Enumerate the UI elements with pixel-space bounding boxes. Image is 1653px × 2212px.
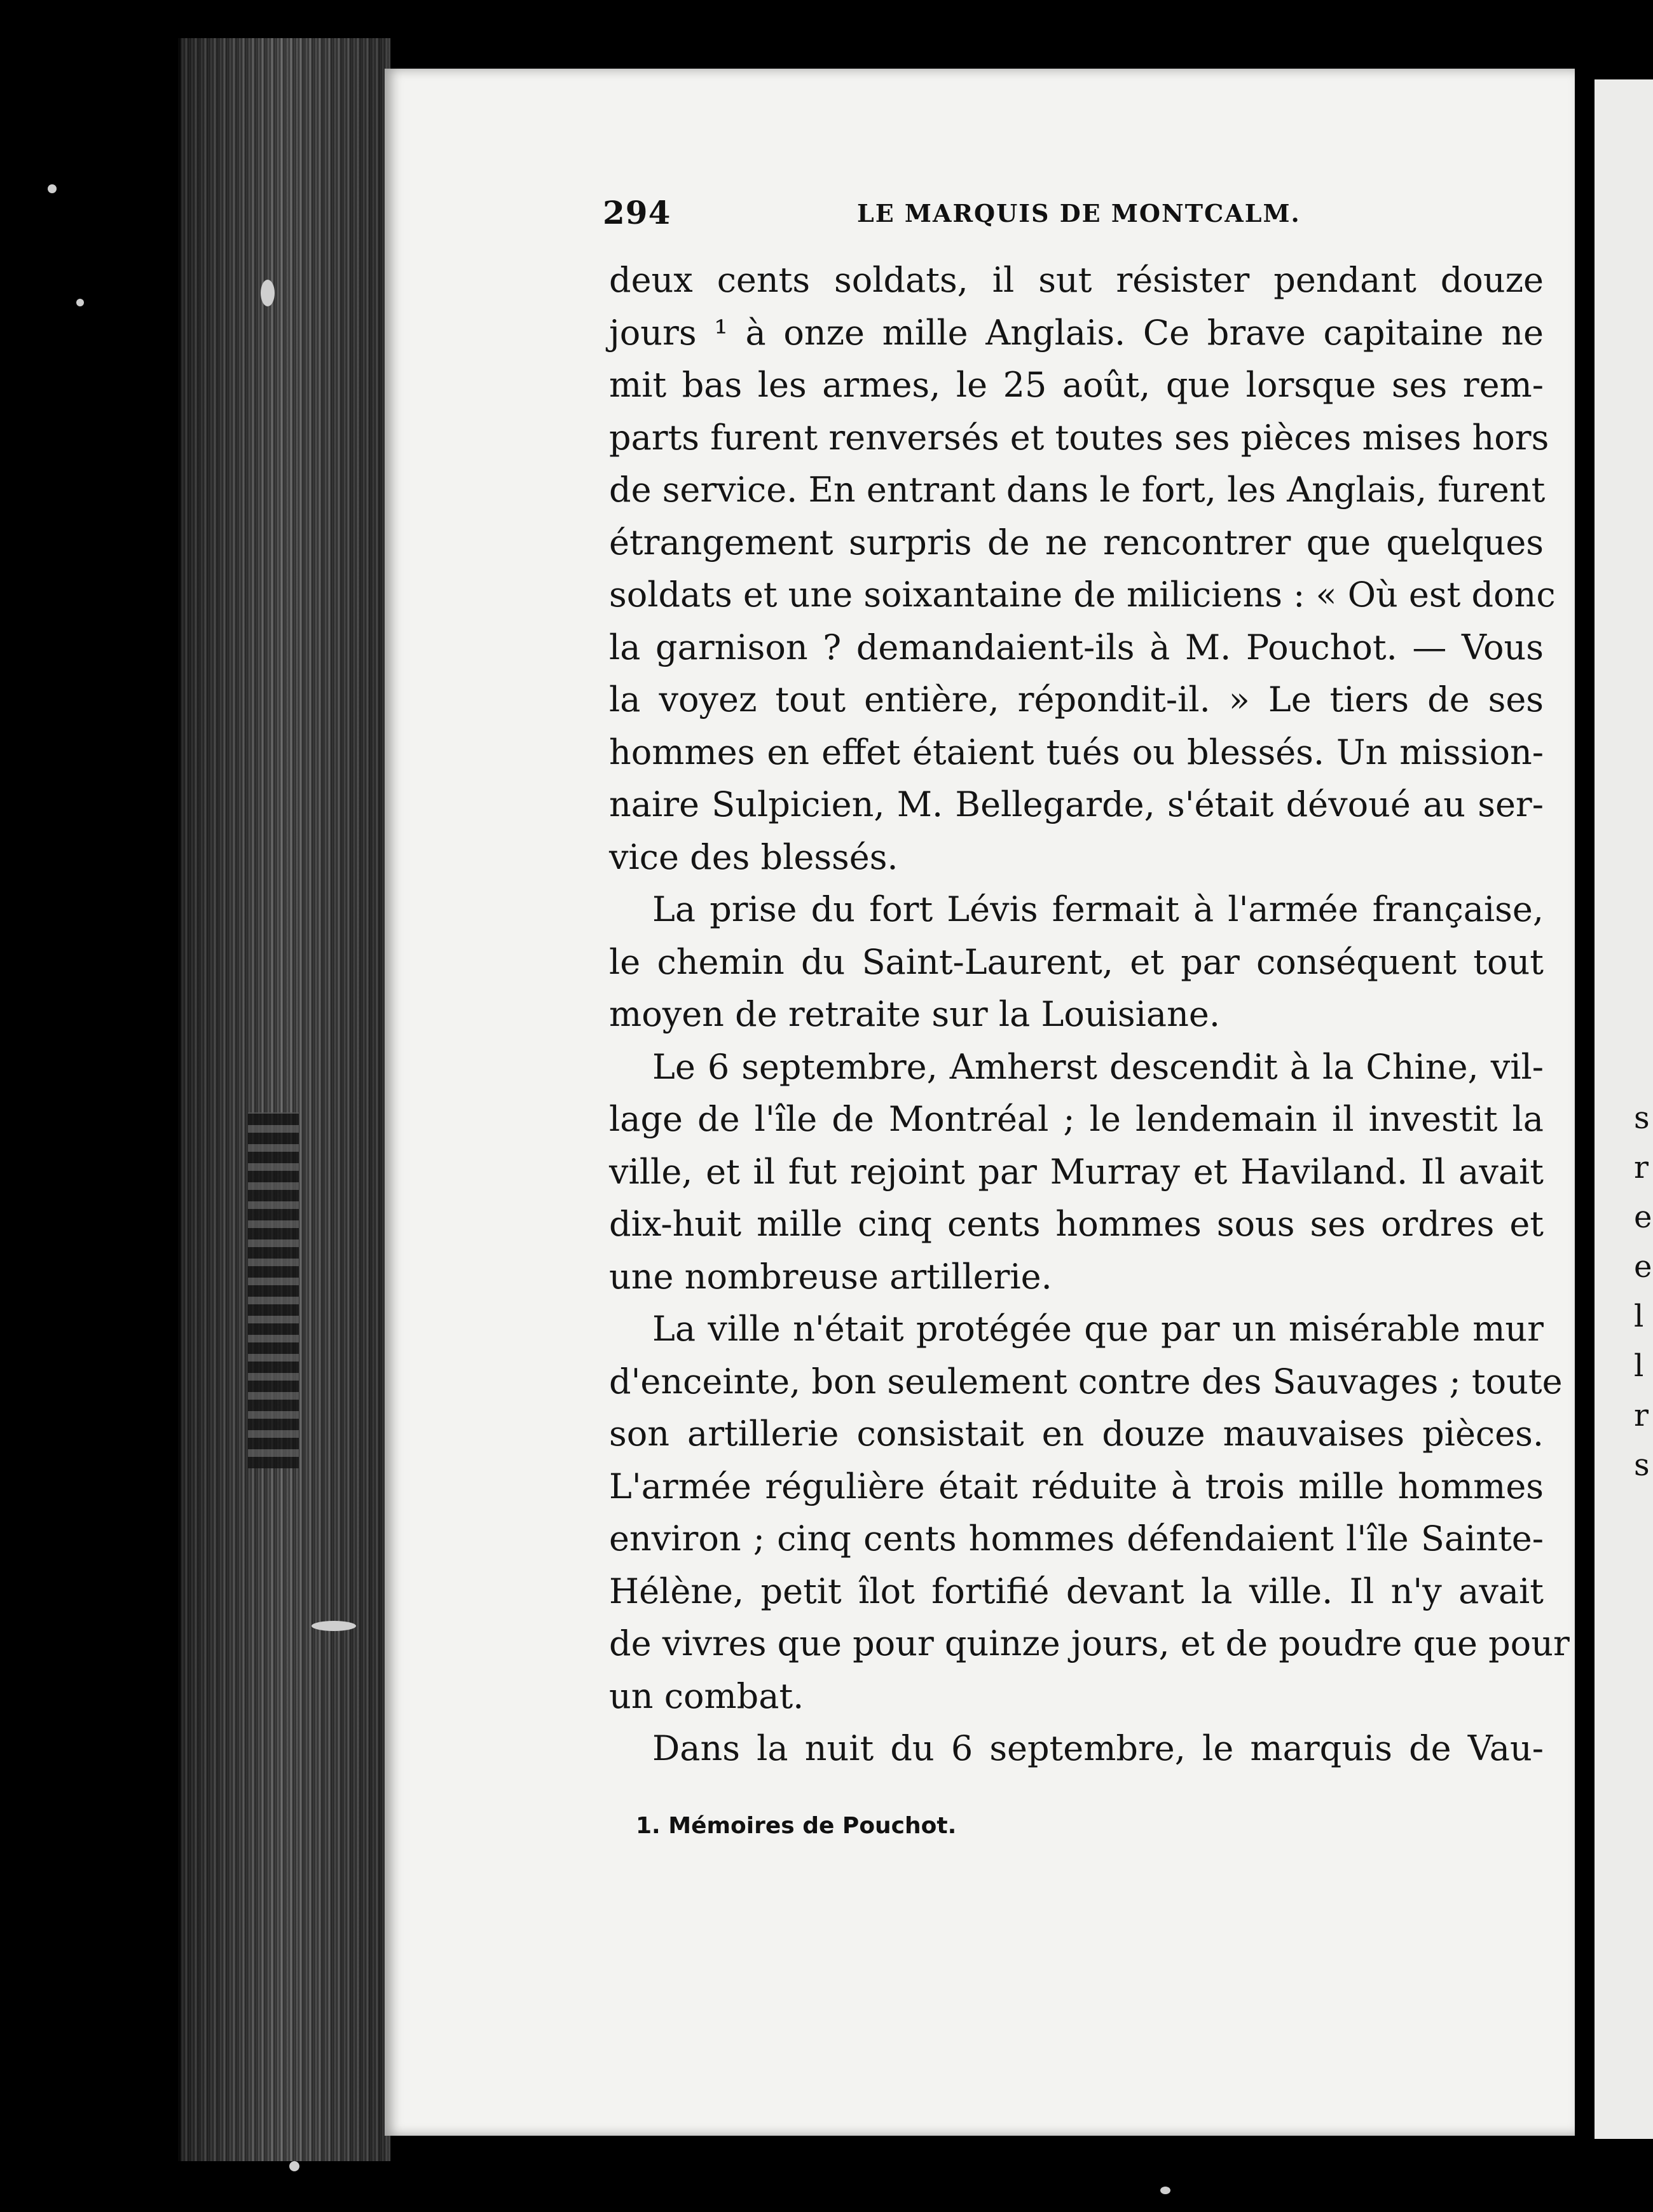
text-line: mit bas les armes, le 25 août, que lorsque ses rem- (609, 365, 1544, 405)
body-text (609, 254, 1570, 1775)
text-line: environ ; cinq cents hommes défendaient l'île Sainte- (609, 1519, 1544, 1559)
text-line: de service. En entrant dans le fort, les Anglais, furent (609, 470, 1546, 510)
text-line: vice des blessés. (609, 836, 898, 877)
text-line: La prise du fort Lévis fermait à l'armée française, (652, 889, 1544, 929)
text-line: La ville n'était protégée que par un misérable mur (652, 1309, 1544, 1349)
facing-page-letter: e (1634, 1199, 1652, 1235)
text-line: jours ¹ à onze mille Anglais. Ce brave capitaine ne (609, 312, 1544, 353)
dust-speck (76, 299, 84, 306)
text-line: Dans la nuit du 6 septembre, le marquis de Vau- (652, 1728, 1544, 1768)
facing-page-letter: r (1634, 1398, 1649, 1433)
spine-library-stamp (248, 1112, 299, 1468)
text-line: Hélène, petit îlot fortifié devant la ville. Il n'y avait (609, 1571, 1544, 1611)
text-line: lage de l'île de Montréal ; le lendemain il investit la (609, 1099, 1544, 1139)
facing-page-letter: l (1634, 1299, 1644, 1334)
text-line: naire Sulpicien, M. Bellegarde, s'était dévoué au ser- (609, 784, 1544, 824)
text-line: la garnison ? demandaient-ils à M. Pouchot. — Vous (609, 627, 1544, 667)
dust-speck (48, 184, 57, 193)
page-header (603, 194, 1302, 238)
dust-speck (312, 1621, 356, 1631)
text-line: de vivres que pour quinze jours, et de poudre que pour (609, 1623, 1570, 1663)
text-line: soldats et une soixantaine de miliciens : « Où est donc (609, 575, 1556, 615)
spine-shadow (178, 38, 388, 2161)
dust-speck (289, 2161, 299, 2171)
text-line: moyen de retraite sur la Louisiane. (609, 994, 1220, 1034)
text-line: étrangement surpris de ne rencontrer que quelques (609, 522, 1544, 563)
facing-page-letters (1634, 1093, 1653, 1490)
text-line: un combat. (609, 1676, 804, 1716)
facing-page-letter: l (1634, 1348, 1644, 1384)
running-title: LE MARQUIS DE MONTCALM. (857, 199, 1301, 228)
page-number: 294 (603, 194, 671, 231)
facing-page-letter: e (1634, 1249, 1652, 1285)
text-line: dix-huit mille cinq cents hommes sous ses ordres et (609, 1204, 1544, 1244)
text-line: ville, et il fut rejoint par Murray et Haviland. Il avait (609, 1151, 1544, 1192)
text-line: deux cents soldats, il sut résister pendant douze (609, 260, 1544, 300)
dust-speck (1160, 2187, 1170, 2194)
text-line: une nombreuse artillerie. (609, 1256, 1052, 1297)
text-line: Le 6 septembre, Amherst descendit à la Chine, vil- (652, 1046, 1544, 1087)
text-line: hommes en effet étaient tués ou blessés. Un mission- (609, 732, 1544, 772)
text-line: son artillerie consistait en douze mauvaises pièces. (609, 1414, 1544, 1454)
facing-page-letter: s (1634, 1447, 1650, 1483)
text-line: L'armée régulière était réduite à trois mille hommes (609, 1466, 1544, 1506)
facing-page-letter: s (1634, 1100, 1650, 1136)
footnote: 1. Mémoires de Pouchot. (636, 1813, 957, 1839)
dust-speck (261, 280, 275, 306)
text-line: d'enceinte, bon seulement contre des Sauvages ; toute (609, 1361, 1563, 1402)
text-line: parts furent renversés et toutes ses pièces mises hors (609, 417, 1549, 458)
text-line: la voyez tout entière, répondit-il. » Le tiers de ses (609, 679, 1544, 720)
text-line: le chemin du Saint-Laurent, et par conséquent tout (609, 941, 1544, 982)
facing-page-letter: r (1634, 1150, 1649, 1185)
